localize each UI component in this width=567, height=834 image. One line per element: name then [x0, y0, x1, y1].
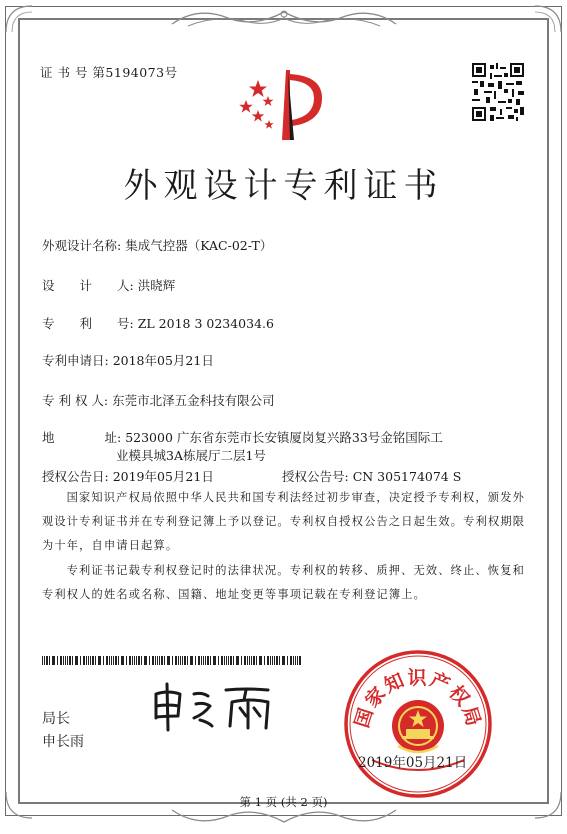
patent-office-emblem-icon: [238, 66, 330, 144]
patent-number-value: ZL 2018 3 0234034.6: [137, 316, 274, 331]
designer-label: 设 计 人:: [42, 278, 134, 293]
corner-ornament-top-right-icon: [531, 2, 565, 36]
address-line-2: 业模具城3A栋展厅二层1号: [116, 448, 266, 463]
qr-code-icon: [472, 63, 524, 121]
seal-date: 2019年05月21日: [358, 755, 468, 771]
signatory-name: 申长雨: [42, 734, 84, 750]
address-line-1: 523000 广东省东莞市长安镇厦岗复兴路33号金铭国际工: [125, 430, 443, 445]
grant-date-value: 2019年05月21日: [112, 469, 214, 484]
patentee-label: 专 利 权 人:: [42, 393, 109, 408]
patent-number-label: 专 利 号:: [42, 316, 134, 331]
legal-paragraph-2: 专利证书记载专利权登记时的法律状况。专利权的转移、质押、无效、终止、恢复和专利权人的姓名或名称、国籍、地址变更等事项记载在专利登记簿上。: [42, 564, 525, 601]
signatory-title: 局长: [42, 711, 70, 727]
filing-date-label: 专利申请日:: [42, 353, 109, 368]
grant-date-label: 授权公告日:: [42, 469, 109, 484]
designer-value: 洪晓辉: [137, 278, 176, 293]
filing-date-value: 2018年05月21日: [112, 353, 214, 368]
patentee-value: 东莞市北泽五金科技有限公司: [112, 393, 275, 408]
signature-icon: [150, 680, 280, 732]
page-footer: 第 1 页 (共 2 页): [239, 795, 328, 809]
top-ornament-icon: [168, 4, 400, 30]
address-label: 地 址:: [42, 430, 122, 445]
legal-paragraph-1: 国家知识产权局依照中华人民共和国专利法经过初步审查，决定授予专利权，颁发外观设计专利证书并在专利登记簿上予以登记。专利权自授权公告之日起生效。专利权期限为十年，自申请日起算。: [42, 491, 526, 552]
patent-number-row: [42, 314, 274, 332]
corner-ornament-top-left-icon: [2, 2, 36, 36]
patentee-row: [42, 391, 275, 409]
seal-text: 国家知识产权局: [350, 667, 486, 731]
grant-number-label: 授权公告号:: [282, 469, 349, 484]
design-name-row: [42, 236, 272, 254]
certificate-title: 外观设计专利证书: [123, 166, 444, 206]
grant-date-row: [42, 467, 214, 485]
filing-date-row: [42, 351, 214, 369]
address-row: [42, 428, 443, 446]
grant-number-value: CN 305174074 S: [352, 469, 462, 484]
barcode-icon: [42, 656, 302, 665]
certificate-number: 证 书 号 第5194073号: [40, 65, 178, 80]
official-seal-icon: [342, 648, 494, 800]
grant-number-row: [282, 467, 461, 485]
design-name-value: 集成气控器（KAC-02-T）: [125, 238, 273, 253]
designer-row: [42, 276, 175, 294]
design-name-label: 外观设计名称:: [42, 238, 122, 253]
